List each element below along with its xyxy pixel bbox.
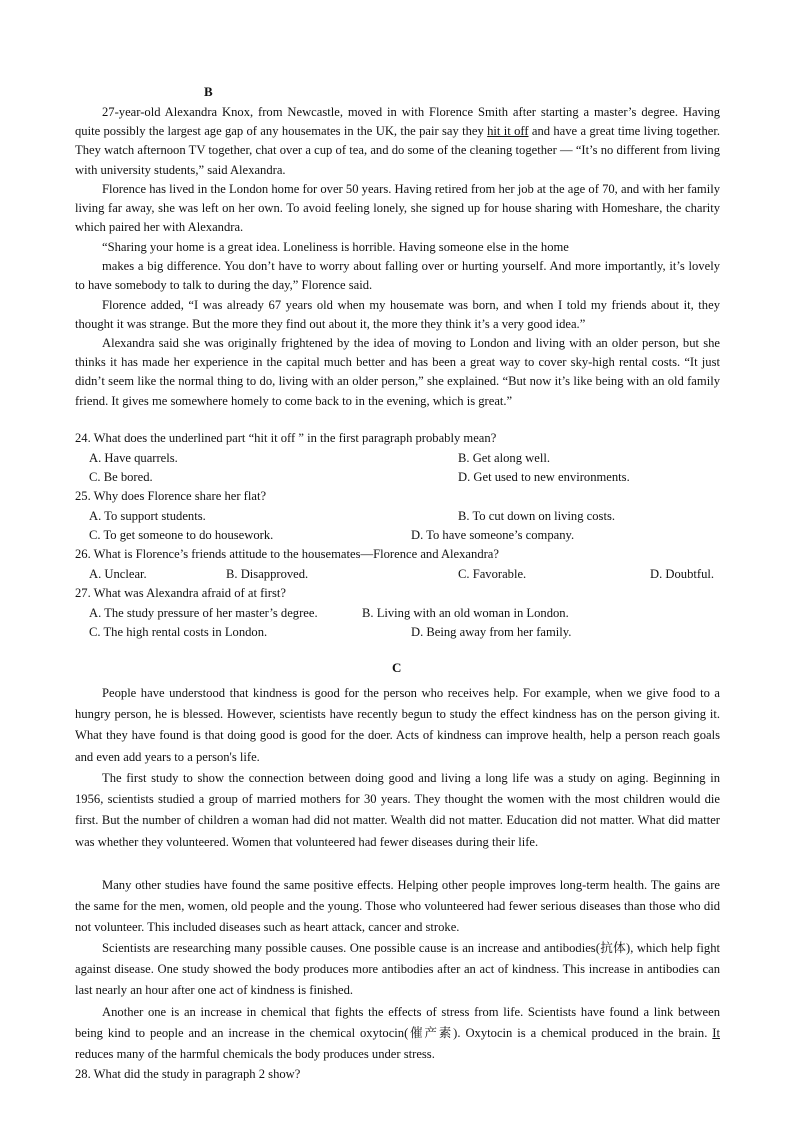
passage-b-paragraph-2: Florence has lived in the London home for over 50 years. Having retired from her job at the age of 70, and with her family living far away, she was left on her own. To avoid feeling lonely, she signed up for house sharing with Homeshare, the charity which paired her with Alexandra.: [75, 182, 720, 235]
question-26-option-a[interactable]: A. Unclear.: [89, 567, 147, 581]
section-heading-c: C: [392, 660, 402, 675]
question-24-option-d[interactable]: D. Get used to new environments.: [458, 470, 630, 484]
question-25-option-b[interactable]: B. To cut down on living costs.: [458, 509, 616, 523]
underlined-phrase: hit it off: [487, 124, 529, 139]
passage-c-paragraph-1: People have understood that kindness is good for the person who receives help. For example, when we give food to a hungry person, he is blessed. However, scientists have recently begun to study the effect kindness has on the person giving it. What they have found is that doing good is good for the doer. Acts of kindness can improve health, help a person reach goals and even add years to a person's life.: [75, 686, 720, 764]
question-27-option-a[interactable]: A. The study pressure of her master’s degree.: [89, 606, 318, 620]
question-25-option-a[interactable]: A. To support students.: [89, 509, 206, 523]
passage-c-paragraph-3: Many other studies have found the same positive effects. Helping other people improves long-term health. The gains are the same for the men, women, old people and the young. Those who volunteered had fewer serious diseases than those who did not volunteer. This included diseases such as heart attack, cancer and stroke.: [75, 878, 720, 935]
question-24-option-c[interactable]: C. Be bored.: [89, 470, 153, 484]
question-25-option-c[interactable]: C. To get someone to do housework.: [89, 528, 274, 542]
passage-c-paragraph-4: Scientists are researching many possible causes. One possible cause is an increase and antibodies(抗体), which help fight against disease. One study showed the body produces more antibodies after an act of kindness. This increase in antibodies can last nearly an hour after one act of kindness is finished.: [75, 941, 720, 998]
question-26-option-c[interactable]: C. Favorable.: [458, 567, 527, 581]
question-27-option-b[interactable]: B. Living with an old woman in London.: [362, 606, 569, 620]
question-27-option-d[interactable]: D. Being away from her family.: [411, 625, 572, 639]
passage-c-paragraph-5: Another one is an increase in chemical that fights the effects of stress from life. Scientists have found a link between being kind to people and an increase in the chemical oxytocin(催产素). Oxytocin is a chemical produced in the brain. It reduces many of the harmful chemicals the body produces under stress.: [75, 1005, 720, 1062]
underlined-word: It: [712, 1026, 720, 1041]
question-28-stem: 28. What did the study in paragraph 2 show?: [75, 1067, 301, 1081]
passage-b-paragraph-5: Alexandra said she was originally frightened by the idea of moving to London and living with an older person, but she thinks it has made her experience in the capital much better and has been a great way to cover sky-high rental costs. “It just didn’t seem like the normal thing to do, living with an older person,” she explained. “But now it’s like being with an old family friend. It gives me somewhere homely to come back to in the evening, which is great.”: [75, 336, 720, 408]
question-24-option-a[interactable]: A. Have quarrels.: [89, 451, 178, 465]
question-25-stem: 25. Why does Florence share her flat?: [75, 489, 267, 503]
question-26-option-d[interactable]: D. Doubtful.: [650, 567, 715, 581]
question-25-option-d[interactable]: D. To have someone’s company.: [411, 528, 575, 542]
question-24-option-b[interactable]: B. Get along well.: [458, 451, 550, 465]
question-24-stem: 24. What does the underlined part “hit it off ” in the first paragraph probably mean?: [75, 431, 497, 445]
question-27-option-c[interactable]: C. The high rental costs in London.: [89, 625, 268, 639]
question-26-stem: 26. What is Florence’s friends attitude to the housemates—Florence and Alexandra?: [75, 547, 499, 561]
passage-b-paragraph-3: makes a big difference. You don’t have to worry about falling over or hurting yourself. And more importantly, it’s lovely to have somebody to talk to during the day,” Florence said.: [75, 259, 720, 293]
passage-b-paragraph-1: 27-year-old Alexandra Knox, from Newcastle, moved in with Florence Smith after starting a master’s degree. Having quite possibly the largest age gap of any housemates in the UK, the pair say they hit it off and have a great time living together. They watch afternoon TV together, chat over a cup of tea, and do some of the cleaning together — “It’s no different from living with university students,” said Alexandra.: [75, 105, 720, 177]
passage-c-paragraph-2: The first study to show the connection between doing good and living a long life was a study on aging. Beginning in 1956, scientists studied a group of married mothers for 30 years. They thought the women with the most children would die first. But the number of children a woman had did not matter. Wealth did not matter. Education did not matter. What did matter was whether they volunteered. Women that volunteered had fewer diseases during their life.: [75, 771, 720, 849]
section-heading-b: B: [204, 84, 213, 99]
question-27-stem: 27. What was Alexandra afraid of at first?: [75, 586, 286, 600]
passage-b-paragraph-3-line-1: “Sharing your home is a great idea. Loneliness is horrible. Having someone else in the home: [102, 240, 569, 254]
passage-b-paragraph-4: Florence added, “I was already 67 years old when my housemate was born, and when I told my friends about it, they thought it was strange. But the more they find out about it, the more they think it’s a very good idea.”: [75, 298, 720, 332]
question-26-option-b[interactable]: B. Disapproved.: [226, 567, 309, 581]
